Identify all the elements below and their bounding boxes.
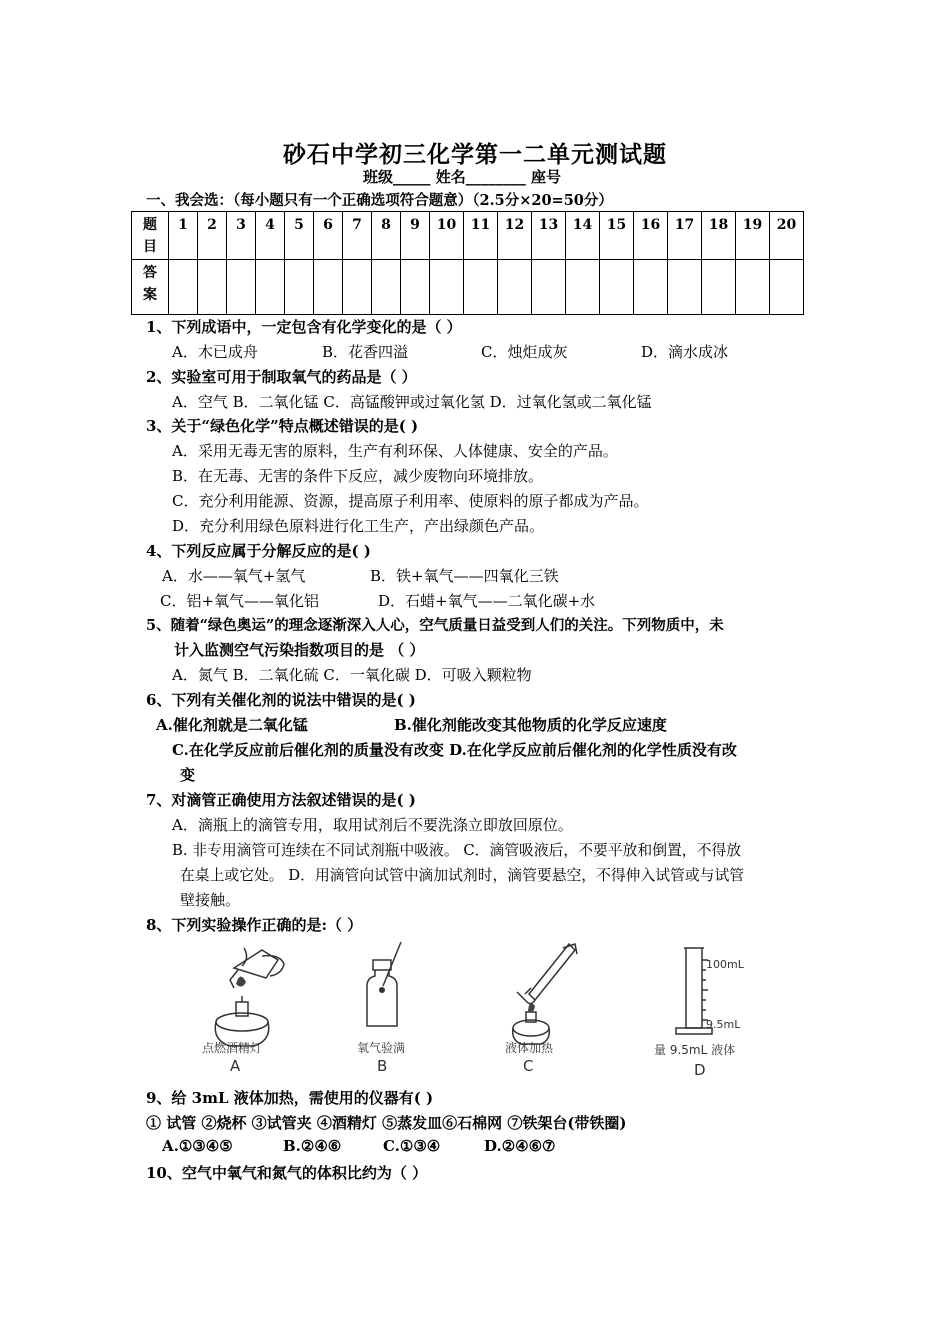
answer-cell[interactable] [372,260,401,315]
answer-cell[interactable] [498,260,532,315]
row-header-question: 题 目 [132,212,169,260]
question-8-stem: 8、下列实验操作正确的是:（ ） [146,916,363,934]
answer-cell[interactable] [532,260,566,315]
question-1-option-a: A．木已成舟 [172,343,258,361]
question-1-option-b: B．花香四溢 [322,343,409,361]
question-6-option-cd-tail: 变 [180,766,196,784]
question-number-cell: 14 [566,212,600,260]
figure-c-liquid-heating [495,940,595,1080]
answer-cell[interactable] [702,260,736,315]
question-9-stem: 9、给 3mL 液体加热，需使用的仪器有( ) [146,1089,434,1107]
answer-cell[interactable] [600,260,634,315]
question-6-stem: 6、下列有关催化剂的说法中错误的是( ) [146,691,416,709]
figure-d-mark-bottom: 9.5mL [706,1018,741,1031]
question-10-stem: 10、空气中氧气和氮气的体积比约为（ ） [146,1164,428,1182]
figure-b-oxygen-test [345,940,425,1080]
question-number-cell: 11 [464,212,498,260]
answer-table [131,211,804,315]
question-3-option-b: B．在无毒、无害的条件下反应，减少废物向环境排放。 [172,467,544,485]
answer-cell[interactable] [566,260,600,315]
question-7-option-a: A．滴瓶上的滴管专用，取用试剂后不要洗涤立即放回原位。 [172,816,573,834]
question-number-cell: 12 [498,212,532,260]
question-number-cell: 19 [736,212,770,260]
figure-b-caption: 氧气验满 [357,1041,406,1055]
answer-cell[interactable] [343,260,372,315]
question-number-cell: 9 [401,212,430,260]
question-number-cell: 20 [770,212,804,260]
answer-table-number-row [132,212,804,260]
question-9-option-c: C.①③④ [383,1137,441,1155]
answer-cell[interactable] [314,260,343,315]
question-number-cell: 18 [702,212,736,260]
question-6-option-b: B.催化剂能改变其他物质的化学反应速度 [394,716,667,734]
question-7-option-b-line-3: 壁接触。 [180,891,241,909]
answer-cell[interactable] [464,260,498,315]
figure-b-letter: B [377,1057,388,1075]
question-3-option-a: A．采用无毒无害的原料，生产有利环保、人体健康、安全的产品。 [172,442,618,460]
question-5-stem-line-2: 计入监测空气污染指数项目的是 （ ） [174,641,425,659]
question-number-cell: 15 [600,212,634,260]
answer-cell[interactable] [256,260,285,315]
answer-cell[interactable] [668,260,702,315]
question-1-stem: 1、下列成语中，一定包含有化学变化的是（ ） [146,318,462,336]
question-7-option-b-line-1: B. 非专用滴管可连续在不同试剂瓶中吸液。 C．滴管吸液后，不要平放和倒置，不得放 [172,842,741,859]
question-number-cell: 2 [198,212,227,260]
question-2-options: A．空气 B．二氧化锰 C．高锰酸钾或过氧化氢 D．过氧化氢或二氧化锰 [172,393,652,411]
page-title: 砂石中学初三化学第一二单元测试题 [283,141,667,168]
question-9-instrument-list: ① 试管 ②烧杯 ③试管夹 ④酒精灯 ⑤蒸发皿⑥石棉网 ⑦铁架台(带铁圈) [146,1114,627,1132]
question-number-cell: 5 [285,212,314,260]
answer-cell[interactable] [285,260,314,315]
answer-cell[interactable] [169,260,198,315]
question-number-cell: 6 [314,212,343,260]
figure-c-caption: 液体加热 [505,1041,554,1055]
question-number-cell: 13 [532,212,566,260]
section-1-title: 一、我会选：（每小题只有一个正确选项符合题意）（2.5分×20=50分） [146,192,613,209]
question-4-stem: 4、下列反应属于分解反应的是( ) [146,542,371,560]
figure-a-letter: A [230,1057,241,1075]
question-4-option-b: B．铁+氧气——四氧化三铁 [370,567,559,585]
figure-c-letter: C [523,1057,534,1075]
row-header-answer: 答 案 [132,260,169,315]
student-info: 班级_____ 姓名________ 座号 [363,168,561,186]
question-5-options: A．氮气 B．二氧化硫 C．一氧化碳 D．可吸入颗粒物 [172,666,532,684]
question-9-option-a: A.①③④⑤ [162,1137,233,1155]
figure-d-mark-top: 100mL [706,958,744,971]
figure-d-caption: 量 9.5mL 液体 [654,1043,736,1057]
answer-cell[interactable] [634,260,668,315]
answer-cell[interactable] [198,260,227,315]
question-1-option-c: C．烛炬成灰 [481,343,568,361]
question-number-cell: 17 [668,212,702,260]
question-number-cell: 10 [430,212,464,260]
figure-a-caption: 点燃酒精灯 [202,1041,263,1055]
question-3-option-d: D．充分利用绿色原料进行化工生产，产出绿颜色产品。 [172,517,545,535]
question-4-option-a: A．水——氧气+氢气 [162,567,306,585]
question-7-option-b-line-2: 在桌上或它处。 D．用滴管向试管中滴加试剂时，滴管要悬空，不得伸入试管或与试管 [180,867,745,884]
answer-cell[interactable] [227,260,256,315]
figure-a-lighting-lamp [190,940,300,1080]
question-9-option-b: B.②④⑥ [283,1137,342,1155]
question-3-option-c: C．充分利用能源、资源，提高原子利用率、使原料的原子都成为产品。 [172,492,649,510]
question-4-option-c: C．铝+氧气——氧化铝 [160,592,320,610]
question-7-stem: 7、对滴管正确使用方法叙述错误的是( ) [146,791,416,809]
question-9-option-d: D.②④⑥⑦ [484,1137,556,1155]
answer-table-answer-row [132,260,804,315]
question-6-option-cd: C.在化学反应前后催化剂的质量没有改变 D.在化学反应前后催化剂的化学性质没有改 [172,741,737,759]
answer-cell[interactable] [401,260,430,315]
question-2-stem: 2、实验室可用于制取氧气的药品是（ ） [146,368,417,386]
question-6-option-a: A.催化剂就是二氧化锰 [156,716,308,734]
question-number-cell: 1 [169,212,198,260]
answer-cell[interactable] [430,260,464,315]
question-4-option-d: D．石蜡+氧气——二氧化碳+水 [378,592,596,610]
question-1-option-d: D．滴水成冰 [641,343,729,361]
answer-cell[interactable] [736,260,770,315]
figure-d-letter: D [694,1061,706,1079]
question-5-stem-line-1: 5、随着“绿色奥运”的理念逐渐深入人心，空气质量日益受到人们的关注。下列物质中，未 [146,617,724,634]
figure-d-measuring-cylinder [648,940,768,1085]
question-number-cell: 4 [256,212,285,260]
question-number-cell: 7 [343,212,372,260]
question-number-cell: 16 [634,212,668,260]
question-number-cell: 8 [372,212,401,260]
answer-cell[interactable] [770,260,804,315]
question-3-stem: 3、关于“绿色化学”特点概述错误的是( ) [146,417,419,435]
question-number-cell: 3 [227,212,256,260]
